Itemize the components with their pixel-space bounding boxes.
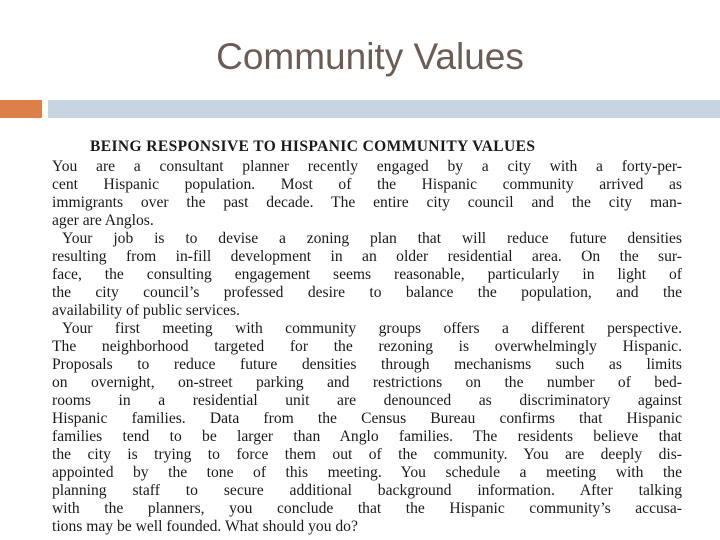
document-line: rooms in a residential unit are denounced as discriminatory against xyxy=(52,392,682,409)
document-line: Hispanic families. Data from the Census Bureau confirms that Hispanic xyxy=(52,410,682,427)
document-line: Your first meeting with community groups offers a different perspective. xyxy=(62,320,682,337)
document-line: appointed by the tone of this meeting. You schedule a meeting with the xyxy=(52,464,682,481)
document-line: the city council’s professed desire to balance the population, and the xyxy=(52,284,682,301)
document-line: The neighborhood targeted for the rezoning is overwhelmingly Hispanic. xyxy=(52,338,682,355)
document-line: families tend to be larger than Anglo families. The residents believe that xyxy=(52,428,682,445)
document-line: immigrants over the past decade. The entire city council and the city man- xyxy=(52,194,682,211)
document-line: ager are Anglos. xyxy=(52,212,154,229)
title-rule xyxy=(48,100,720,118)
document-line: face, the consulting engagement seems reasonable, particularly in light of xyxy=(52,266,682,283)
document-line: Your job is to devise a zoning plan that will reduce future densities xyxy=(62,230,682,247)
document-line: on overnight, on-street parking and restrictions on the number of bed- xyxy=(52,374,682,391)
accent-bar xyxy=(0,100,42,118)
document-line: resulting from in-fill development in an older residential area. On the sur- xyxy=(52,248,682,265)
document-line: planning staff to secure additional background information. After talking xyxy=(52,482,682,499)
document-line: availability of public services. xyxy=(52,302,240,319)
document-line: Proposals to reduce future densities through mechanisms such as limits xyxy=(52,356,682,373)
document-line: with the planners, you conclude that the Hispanic community’s accusa- xyxy=(52,500,682,517)
slide-title: Community Values xyxy=(216,36,524,77)
document-line: the city is trying to force them out of the community. You are deeply dis- xyxy=(52,446,682,463)
document-line: cent Hispanic population. Most of the Hispanic community arrived as xyxy=(52,176,682,193)
document-heading: BEING RESPONSIVE TO HISPANIC COMMUNITY VALUES xyxy=(90,138,536,155)
document-line: tions may be well founded. What should you do? xyxy=(52,518,358,535)
scanned-document xyxy=(44,124,690,534)
document-line: You are a consultant planner recently engaged by a city with a forty-per- xyxy=(52,158,682,175)
